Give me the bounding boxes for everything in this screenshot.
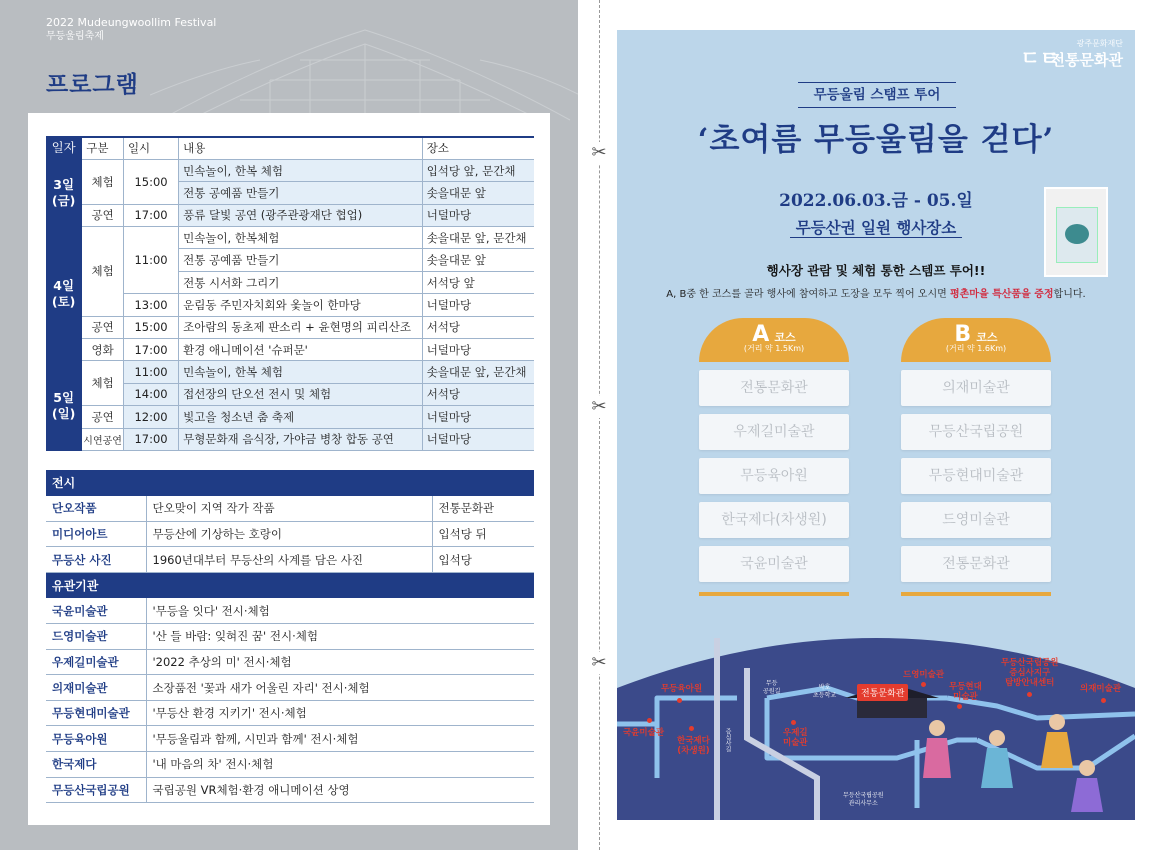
category-cell: 체험 <box>82 227 124 317</box>
table-row <box>46 339 534 361</box>
foundation-logo-icon: ㄷㅌ <box>1020 46 1060 70</box>
table-row <box>46 624 534 650</box>
place-cell: 솟을대문 앞, 문간채 <box>422 361 534 383</box>
map-label: 드영미술관 <box>903 670 945 680</box>
header-place: 장소 <box>422 137 534 159</box>
institution-name: 의재미술관 <box>46 675 146 701</box>
map-pin-icon <box>1027 692 1032 697</box>
exhibit-name: 미디어아트 <box>46 521 146 547</box>
exhibit-table <box>46 470 534 803</box>
institution-name: 한국제다 <box>46 752 146 778</box>
tour-map <box>617 628 1135 820</box>
institution-name: 무등산국립공원 <box>46 777 146 803</box>
exhibit-place: 입석당 <box>432 547 534 573</box>
scissors-icon: ✂ <box>588 396 610 418</box>
logo-sub: 광주문화재단 <box>1076 39 1123 48</box>
institution-name: 무등육아원 <box>46 726 146 752</box>
table-row <box>46 598 534 624</box>
course-distance: (거리 약 1.5Km) <box>743 344 805 353</box>
content-cell: 민속놀이, 한복 체험 <box>179 159 423 181</box>
program-sheet <box>28 113 550 825</box>
course-stop: 의재미술관 <box>901 370 1051 406</box>
content-cell: 빛고을 청소년 춤 축제 <box>179 406 423 428</box>
map-label: 무등육아원 <box>661 684 703 694</box>
table-row <box>46 675 534 701</box>
course-stop: 무등육아원 <box>699 458 849 494</box>
header-date: 일자 <box>46 137 82 159</box>
time-cell: 13:00 <box>123 294 178 316</box>
map-center-badge: 전통문화관 <box>857 684 908 701</box>
category-cell: 영화 <box>82 339 124 361</box>
header-category: 구분 <box>82 137 124 159</box>
place-cell: 솟을대문 앞 <box>422 249 534 271</box>
table-row <box>46 428 534 450</box>
map-label: 의재미술관 <box>1080 684 1122 694</box>
schedule-table <box>46 136 534 451</box>
course-stop: 전통문화관 <box>699 370 849 406</box>
day-cell: 4일 (토) <box>46 227 82 361</box>
map-pin-icon <box>1101 698 1106 703</box>
exhibit-place: 입석당 뒤 <box>432 521 534 547</box>
day-cell: 5일 (일) <box>46 361 82 451</box>
cut-line <box>599 0 600 850</box>
place-cell: 솟을대문 앞 <box>422 182 534 204</box>
course-letter: A <box>752 322 770 347</box>
map-label: 국윤미술관 <box>623 728 665 738</box>
description-title: 행사장 관람 및 체험 통한 스템프 투어!! <box>766 263 986 278</box>
map-label: 한국제다 (차생원) <box>677 736 710 756</box>
tour-tag: 무등울림 스탬프 투어 <box>798 82 956 108</box>
content-cell: 접선장의 단오선 전시 및 체험 <box>179 383 423 405</box>
content-cell: 전통 공예품 만들기 <box>179 182 423 204</box>
event-venue-text: 무등산권 일원 행사장소 <box>790 218 963 238</box>
place-cell: 입석당 앞, 문간채 <box>422 159 534 181</box>
institution-name: 국윤미술관 <box>46 598 146 624</box>
exhibit-desc: 1960년대부터 무등산의 사계를 담은 사진 <box>146 547 432 573</box>
course-stop: 전통문화관 <box>901 546 1051 582</box>
course-a-header <box>699 318 849 362</box>
schedule-header-row <box>46 137 534 159</box>
place-cell: 너덜마당 <box>422 428 534 450</box>
time-cell: 15:00 <box>123 316 178 338</box>
exhibit-name: 단오작품 <box>46 496 146 522</box>
institution-desc: '무등을 잇다' 전시·체험 <box>146 598 534 624</box>
table-row <box>46 777 534 803</box>
content-cell: 조아람의 동초제 판소리 + 윤현명의 피리산조 <box>179 316 423 338</box>
table-row <box>46 406 534 428</box>
scissors-icon: ✂ <box>588 142 610 164</box>
institution-desc: 소장품전 '꽃과 새가 어울린 자리' 전시·체험 <box>146 675 534 701</box>
course-a <box>699 318 849 596</box>
content-cell: 운림동 주민자치회와 옻놀이 한마당 <box>179 294 423 316</box>
time-cell: 15:00 <box>123 159 178 204</box>
content-cell: 전통 공예품 만들기 <box>179 249 423 271</box>
content-cell: 환경 애니메이션 '슈퍼문' <box>179 339 423 361</box>
exhibit-section-title: 전시 <box>46 470 534 496</box>
event-date: 2022.06.03.금 - 05.일 <box>779 191 973 211</box>
map-label: 무등현대 미술관 <box>949 682 982 702</box>
place-cell: 너덜마당 <box>422 339 534 361</box>
time-cell: 17:00 <box>123 204 178 226</box>
map-label: 무등산국립공원 증심사지구 탐방안내센터 <box>1001 658 1059 688</box>
content-cell: 민속놀이, 한복체험 <box>179 227 423 249</box>
exhibit-desc: 단오맞이 지역 작가 작품 <box>146 496 432 522</box>
day-cell: 3일 (금) <box>46 159 82 226</box>
table-row <box>46 227 534 249</box>
headline: ‘초여름 무등울림을 걷다’ <box>697 122 1055 158</box>
exhibit-place: 전통문화관 <box>432 496 534 522</box>
category-cell: 공연 <box>82 204 124 226</box>
table-row <box>46 521 534 547</box>
time-cell: 17:00 <box>123 428 178 450</box>
institution-desc: '2022 추상의 미' 전시·체험 <box>146 649 534 675</box>
institution-name: 우제길미술관 <box>46 649 146 675</box>
institution-name: 무등현대미술관 <box>46 700 146 726</box>
time-cell: 12:00 <box>123 406 178 428</box>
dancers-illustration <box>897 708 1117 818</box>
time-cell: 17:00 <box>123 339 178 361</box>
place-cell: 서석당 <box>422 383 534 405</box>
table-row <box>46 316 534 338</box>
map-small-label: 무등 공원길 <box>763 680 781 695</box>
institution-section-title: 유관기관 <box>46 572 534 598</box>
table-row <box>46 159 534 181</box>
course-bar <box>699 592 849 596</box>
course-stop: 무등산국립공원 <box>901 414 1051 450</box>
content-cell: 민속놀이, 한복 체험 <box>179 361 423 383</box>
table-row <box>46 752 534 778</box>
place-cell: 너덜마당 <box>422 406 534 428</box>
category-cell: 체험 <box>82 159 124 204</box>
table-row <box>46 204 534 226</box>
institution-desc: '무등울림과 함께, 시민과 함께' 전시·체험 <box>146 726 534 752</box>
table-row <box>46 547 534 573</box>
content-cell: 무형문화재 음식장, 가야금 병창 합동 공연 <box>179 428 423 450</box>
program-panel <box>0 0 578 850</box>
map-small-label: 무등산국립공원 관리사무소 <box>843 792 884 807</box>
exhibit-name: 무등산 사진 <box>46 547 146 573</box>
description-highlight: 평촌마을 특산품을 증정 <box>949 289 1054 300</box>
institution-desc: 국립공원 VR체험·환경 애니메이션 상영 <box>146 777 534 803</box>
time-cell: 14:00 <box>123 383 178 405</box>
institution-desc: '내 마음의 차' 전시·체험 <box>146 752 534 778</box>
category-cell: 시연공연 <box>82 428 124 450</box>
place-cell: 너덜마당 <box>422 294 534 316</box>
course-letter: B <box>954 322 972 347</box>
place-cell: 너덜마당 <box>422 204 534 226</box>
map-label: 우제길 미술관 <box>783 728 808 748</box>
category-cell: 체험 <box>82 361 124 406</box>
table-row <box>46 700 534 726</box>
header-content: 내용 <box>179 137 423 159</box>
logo-main: 전통문화관 <box>1050 51 1123 69</box>
place-cell: 서석당 앞 <box>422 271 534 293</box>
festival-header <box>46 16 216 44</box>
map-pin-icon <box>647 718 652 723</box>
content-cell: 풍류 달빛 공연 (광주관광재단 협업) <box>179 204 423 226</box>
course-stop: 우제길미술관 <box>699 414 849 450</box>
map-pin-icon <box>791 720 796 725</box>
festival-name-en: 2022 Mudeungwoollim Festival <box>46 16 217 29</box>
exhibit-desc: 무등산에 기상하는 호랑이 <box>146 521 432 547</box>
time-cell: 11:00 <box>123 227 178 294</box>
course-b-header <box>901 318 1051 362</box>
course-label: 코스 <box>774 331 796 344</box>
place-cell: 서석당 <box>422 316 534 338</box>
category-cell: 공연 <box>82 316 124 338</box>
content-cell: 전통 시서화 그리기 <box>179 271 423 293</box>
map-pin-icon <box>677 698 682 703</box>
institution-desc: '무등산 환경 지키기' 전시·체험 <box>146 700 534 726</box>
festival-name-ko: 무등울림축제 <box>46 31 104 42</box>
place-cell: 솟을대문 앞, 문간채 <box>422 227 534 249</box>
exhibit-section-header <box>46 470 534 496</box>
header-time: 일시 <box>123 137 178 159</box>
product-package-icon <box>1056 207 1098 263</box>
institution-name: 드영미술관 <box>46 624 146 650</box>
table-row <box>46 496 534 522</box>
page-title: 프로그램 <box>46 72 139 98</box>
course-stop: 국윤미술관 <box>699 546 849 582</box>
course-stop: 드영미술관 <box>901 502 1051 538</box>
course-bar <box>901 592 1051 596</box>
foundation-logo <box>1020 38 1123 70</box>
course-label: 코스 <box>976 331 998 344</box>
description <box>617 285 1135 300</box>
course-stop: 무등현대미술관 <box>901 458 1051 494</box>
time-cell: 11:00 <box>123 361 178 383</box>
table-row <box>46 361 534 383</box>
course-stop: 한국제다(차생원) <box>699 502 849 538</box>
map-small-label: 증심사길 <box>724 728 731 752</box>
table-row <box>46 726 534 752</box>
description-pre: A, B중 한 코스를 골라 행사에 참여하고 도장을 모두 찍어 오시면 <box>666 289 950 300</box>
institution-section-header <box>46 572 534 598</box>
description-post: 합니다. <box>1053 289 1086 300</box>
map-small-label: 박호 초등학교 <box>813 684 837 699</box>
course-b <box>901 318 1051 596</box>
scissors-icon: ✂ <box>588 652 610 674</box>
institution-desc: '산 들 바람: 잊혀진 꿈' 전시·체험 <box>146 624 534 650</box>
stamp-tour-panel <box>617 30 1135 820</box>
table-row <box>46 649 534 675</box>
map-pin-icon <box>689 726 694 731</box>
category-cell: 공연 <box>82 406 124 428</box>
course-distance: (거리 약 1.6Km) <box>945 344 1007 353</box>
map-pin-icon <box>921 682 926 687</box>
